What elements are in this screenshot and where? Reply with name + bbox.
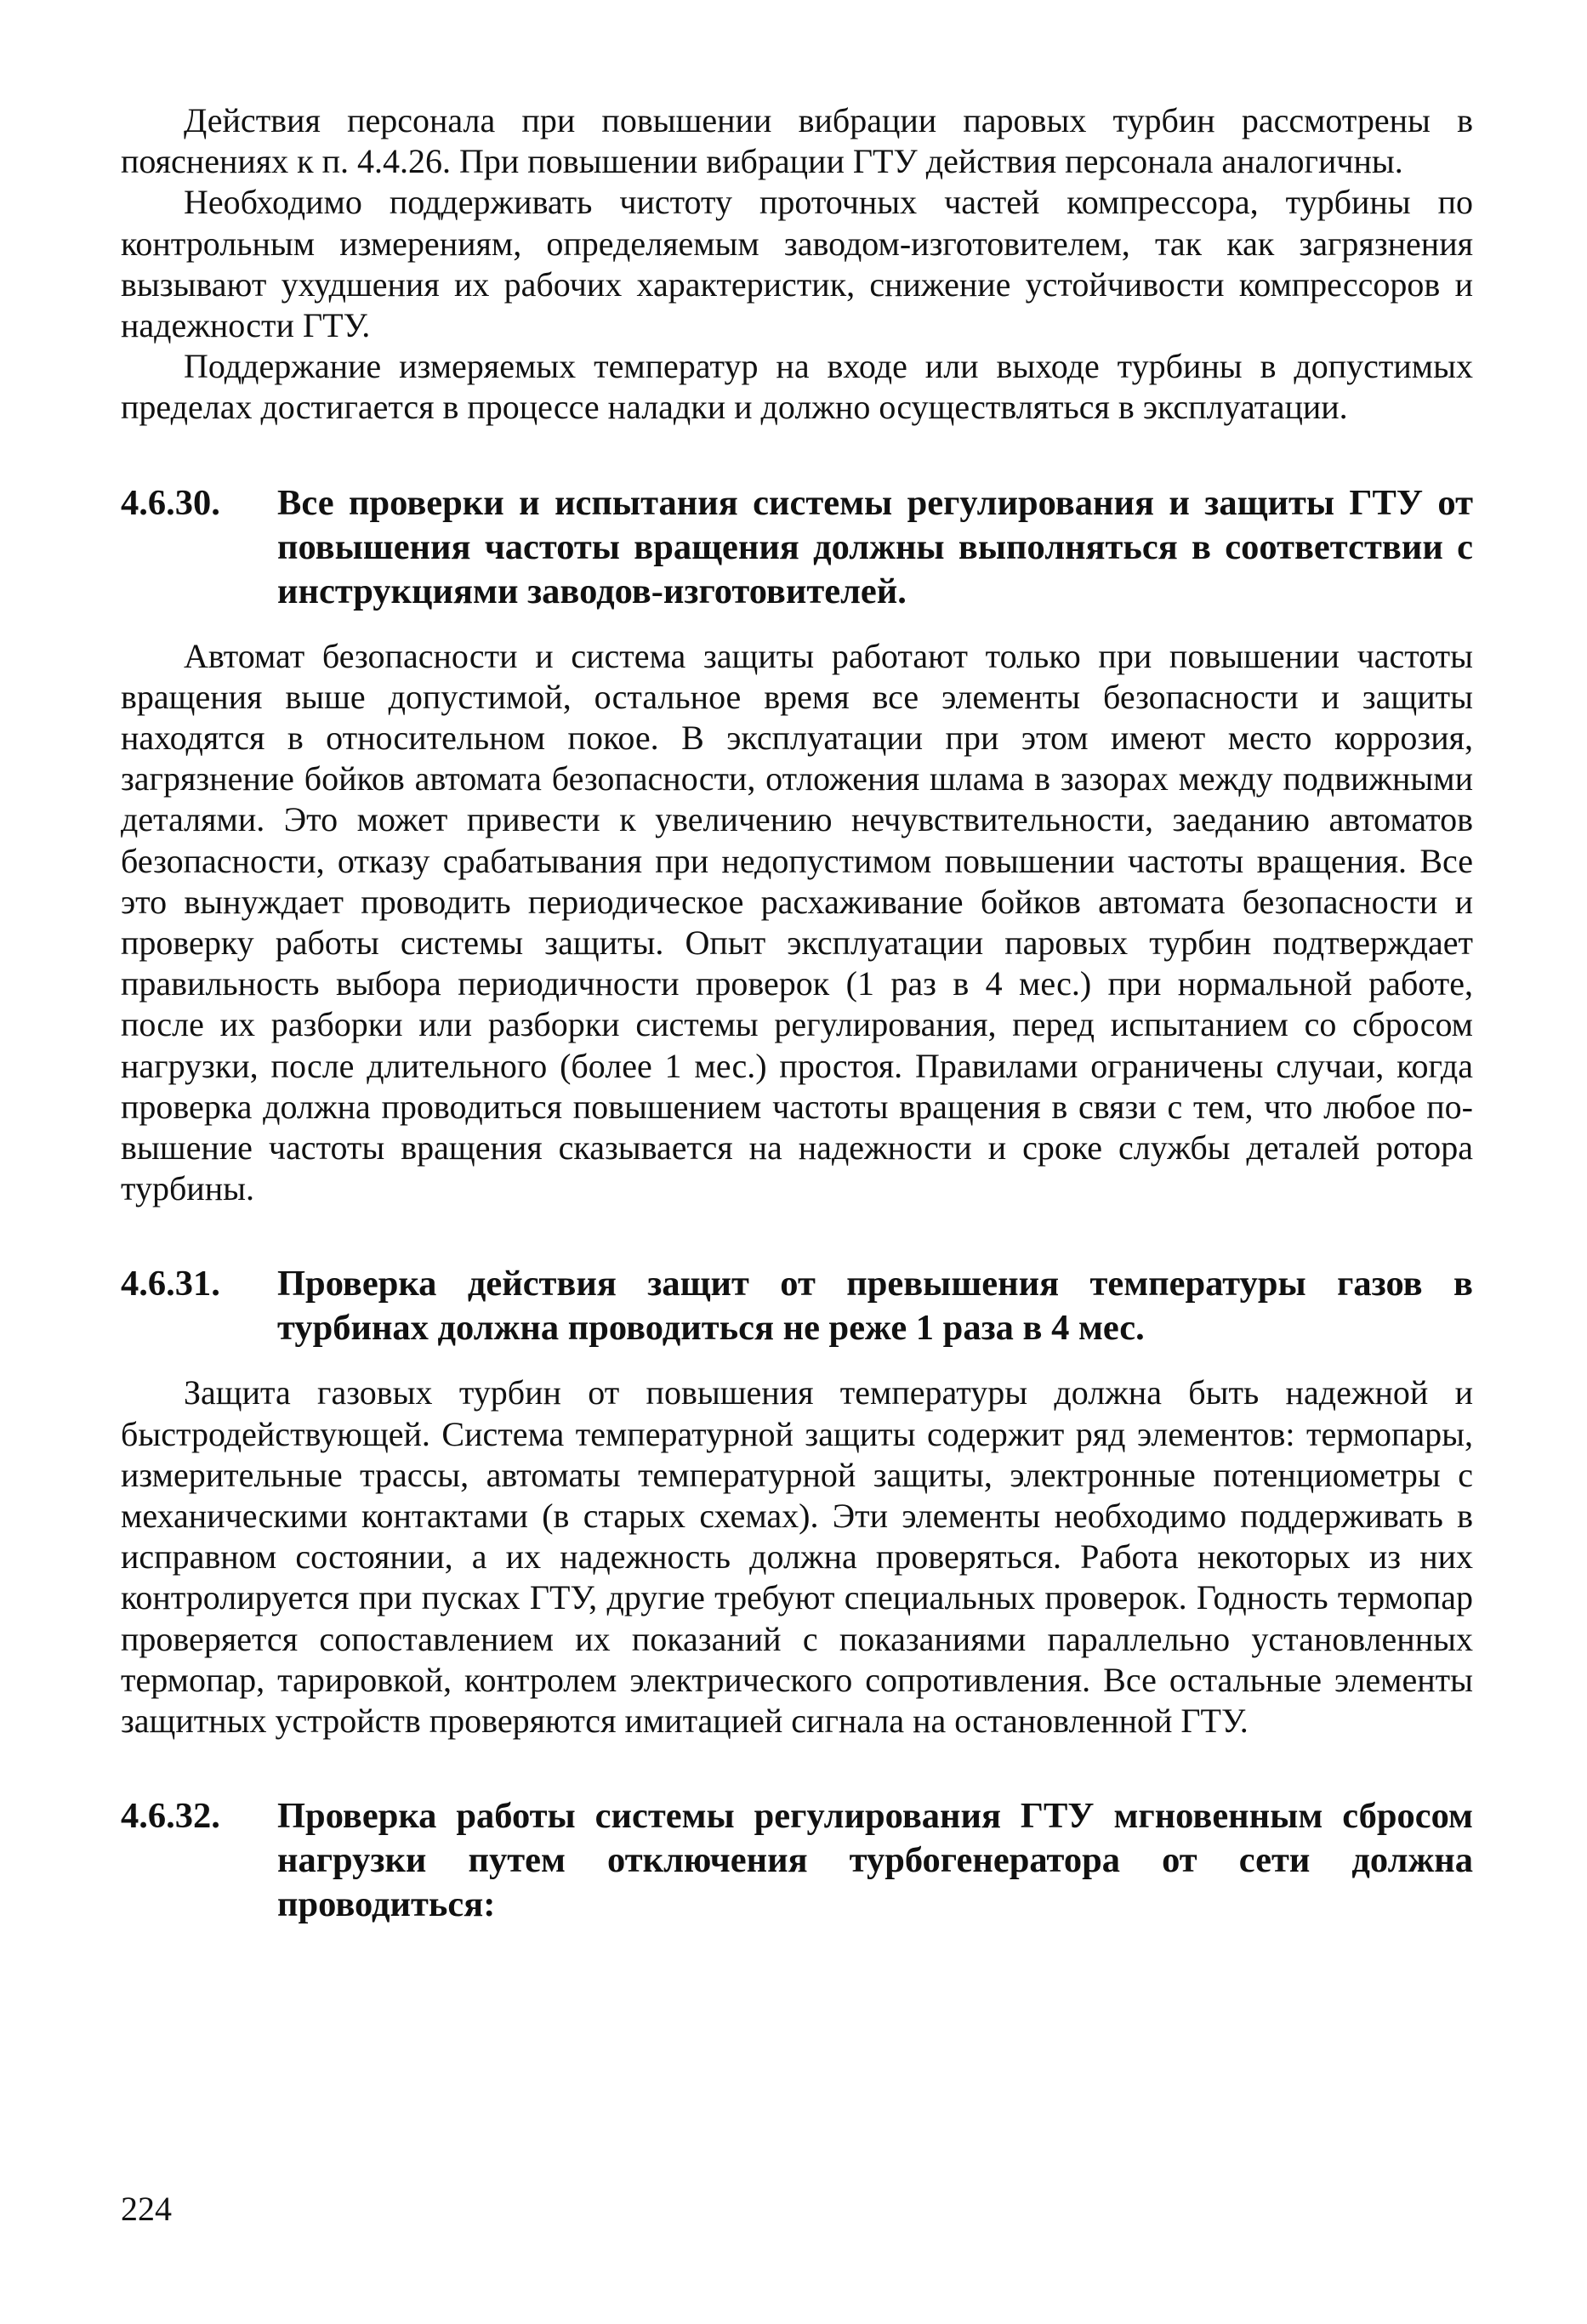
paragraph-vibration: Действия персонала при повышении вибрации паровых турбин рассмотрены в пояснениях к п. 4.4.26. При повышении вибрации ГТУ действия персонала аналогичны. bbox=[121, 101, 1473, 181]
section-title: Проверка работы системы регулирования ГТУ мгновенным сбросом нагрузки путем отключения турбогенератора от сети должна проводиться: bbox=[277, 1796, 1473, 1925]
section-number: 4.6.32. bbox=[121, 1796, 220, 1837]
page-content bbox=[121, 100, 1473, 1927]
section-heading-4-6-32 bbox=[121, 1794, 1473, 1927]
section-heading-4-6-31 bbox=[121, 1262, 1473, 1350]
paragraph-cleanliness: Необходимо поддерживать чистоту проточных частей компрессора, турбины по контрольным измерениям, определяемым заводом-изготовителем, так как загрязнения вызывают ухудшения их рабочих характеристик, снижение устойчивости компрессоров и надежности ГТУ. bbox=[121, 183, 1473, 345]
section-title: Проверка действия защит от превышения температуры газов в турбинах должна проводиться не реже 1 раза в 4 мес. bbox=[277, 1264, 1473, 1349]
section-heading-4-6-30 bbox=[121, 481, 1473, 614]
section-title: Все проверки и испытания системы регулирования и защиты ГТУ от повышения частоты вращения должны выполняться в соответствии с инструкциями заводов-изготовителей. bbox=[277, 482, 1473, 611]
page-number: 224 bbox=[121, 2190, 172, 2228]
section-number: 4.6.31. bbox=[121, 1264, 220, 1304]
section-body-4-6-30: Автомат безопасности и система защиты работают только при повышении частоты вращения выше допустимой, остальное время все элементы безопасности и защиты находятся в относительном покое. В эксплуатации при этом имеют место коррозия, загрязнение бойков автомата безопасности, отложения шлама в зазорах между подвижными деталями. Это может привести к увеличению нечувствительности, заеданию автоматов безопасности, отказу срабатывания при недопустимом повышении частоты вращения. Все это вынуждает проводить периодическое расхаживание бойков автомата безопасности и проверку работы системы защиты. Опыт эксплуатации паровых турбин подтверждает правильность выбора периодичности проверок (1 раз в 4 мес.) при нормальной работе, после их разборки или разборки системы регулирования, перед испытанием со сбросом нагрузки, после длительного (более 1 мес.) простоя. Правилами ограничены случаи, когда проверка должна проводиться повышением частоты вращения в связи с тем, что любое повышение частоты вращения сказывается на надежности и сроке службы деталей ротора турбины. bbox=[121, 636, 1473, 1208]
paragraph-temperatures: Поддержание измеряемых температур на входе или выходе турбины в допустимых пределах достигается в процессе наладки и должно осуществляться в эксплуатации. bbox=[121, 347, 1473, 427]
section-body-4-6-31: Защита газовых турбин от повышения температуры должна быть надежной и быстродействующей. Система температурной защиты содержит ряд элементов: термопары, измерительные трассы, автоматы температурной защиты, электронные потенциометры с механическими контактами (в старых схемах). Эти элементы необходимо поддерживать в исправном состоянии, а их надежность должна проверяться. Работа некоторых из них контролируется при пусках ГТУ, другие требуют специальных проверок. Годность термопар проверяется сопоставлением их показаний с показаниями параллельно установленных термопар, тарировкой, контролем электрического сопротивления. Все остальные элементы защитных устройств проверяются имитацией сигнала на остановленной ГТУ. bbox=[121, 1373, 1473, 1741]
section-number: 4.6.30. bbox=[121, 482, 220, 523]
